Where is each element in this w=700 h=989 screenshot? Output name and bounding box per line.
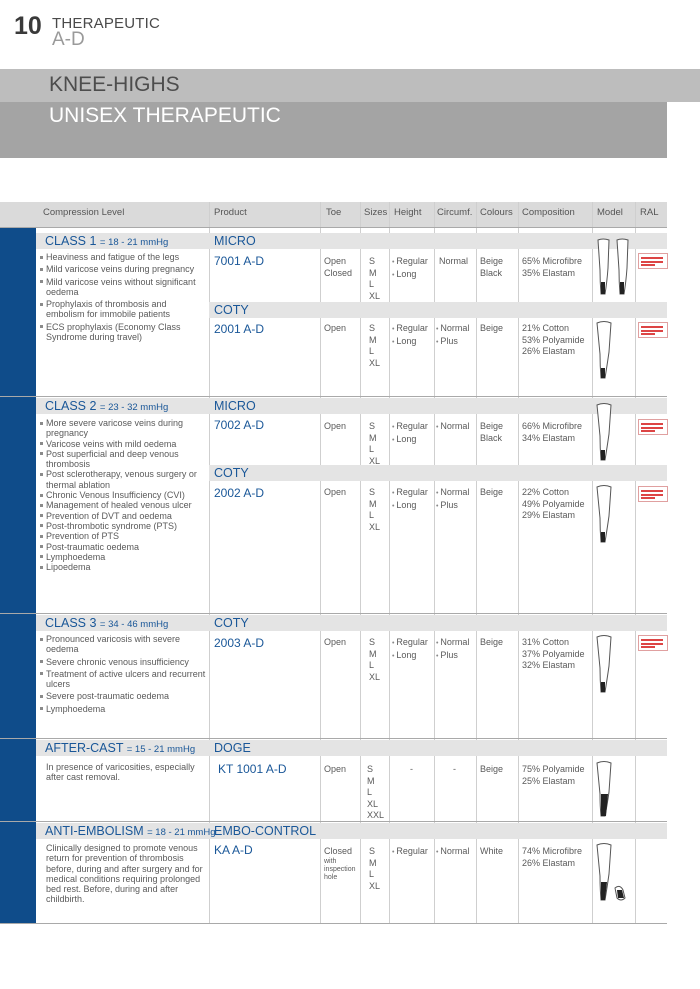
colours-cell: Beige xyxy=(480,637,504,647)
toe-cell: Closed xyxy=(324,846,353,856)
header-sizes: Sizes xyxy=(364,207,388,218)
stocking-silhouette-icon xyxy=(595,634,619,696)
product-code: KA A-D xyxy=(214,843,253,857)
header-height: Height xyxy=(394,207,422,218)
height-cell: • Regular xyxy=(392,846,428,859)
circumf-cell: • Normal • Plus xyxy=(436,323,469,348)
header-circumf: Circumf. xyxy=(437,207,473,218)
row-divider xyxy=(0,227,667,228)
stocking-silhouette-icon xyxy=(595,402,619,464)
height-cell: - xyxy=(410,764,413,774)
composition-cell: 75% Polyamide 25% Elastam xyxy=(522,764,585,786)
composition-cell: 65% Microfibre 35% Elastam xyxy=(522,256,583,278)
list-item: Mild varicose veins during pregnancy xyxy=(40,264,206,274)
height-cell: • Regular • Long xyxy=(392,637,428,662)
section-subtitle: A-D xyxy=(52,29,85,50)
product-code: 2002 A-D xyxy=(214,486,265,500)
colours-cell: Beige Black xyxy=(480,256,504,278)
toe-cell: Open xyxy=(324,487,347,497)
ral-certification-badge-icon xyxy=(638,486,668,502)
antiembolism-description: Clinically designed to promote venous return for prevention of thrombosis before, during and after surgery and for medical conditions requiring prolonged bed rest. Before, during and after childbirth. xyxy=(46,843,203,905)
class-3-title: CLASS 3 = 34 - 46 mmHg xyxy=(45,616,169,630)
class-1-accent-bar xyxy=(0,228,36,396)
list-item: Heaviness and fatigue of the legs xyxy=(40,252,206,262)
class-1-indications xyxy=(40,252,206,344)
list-item: Lipoedema xyxy=(40,562,206,572)
list-item: Prevention of PTS xyxy=(40,531,206,541)
toe-cell: Open xyxy=(324,637,347,647)
antiembolism-accent-bar xyxy=(0,822,36,923)
circumf-cell: - xyxy=(453,764,456,774)
header-composition: Composition xyxy=(522,207,575,218)
list-item: Mild varicose veins without significant oedema xyxy=(40,277,206,298)
height-cell: • Regular • Long xyxy=(392,487,428,512)
circumf-cell: • Normal • Plus xyxy=(436,637,469,662)
list-item: Post sclerotherapy, venous surgery or thermal ablation xyxy=(40,469,206,490)
list-item: Varicose veins with mild oedema xyxy=(40,439,206,449)
class-2-indications xyxy=(40,418,206,572)
stocking-silhouette-icon xyxy=(595,484,619,546)
sizes-cell: S M L XL xyxy=(369,421,381,466)
circumf-cell: • Normal xyxy=(436,421,469,434)
list-item: ECS prophylaxis (Economy Class Syndrome during travel) xyxy=(40,322,206,343)
product-code: 2003 A-D xyxy=(214,636,265,650)
product-line-strip xyxy=(209,302,667,318)
list-item: Management of healed venous ulcer xyxy=(40,500,206,510)
ral-certification-badge-icon xyxy=(638,322,668,338)
page-number: 10 xyxy=(14,12,42,40)
sizes-cell: S M L XL XXL xyxy=(367,764,385,820)
sizes-cell: S M L XL xyxy=(369,487,381,532)
row-divider xyxy=(0,613,667,614)
header-model: Model xyxy=(597,207,623,218)
stocking-silhouette-icon xyxy=(595,320,619,382)
toe-note: with inspection hole xyxy=(324,858,356,881)
section-title: THERAPEUTIC xyxy=(52,15,161,32)
stocking-silhouette-icon xyxy=(595,238,635,298)
class-3-indications xyxy=(40,634,206,716)
composition-cell: 21% Cotton 53% Polyamide 26% Elastam xyxy=(522,323,585,356)
composition-cell: 66% Microfibre 34% Elastam xyxy=(522,421,583,443)
list-item: Severe chronic venous insufficiency xyxy=(40,657,206,667)
row-divider xyxy=(0,396,667,397)
colours-cell: Beige xyxy=(480,487,504,497)
list-item: Chronic Venous Insufficiency (CVI) xyxy=(40,490,206,500)
toe-cell: Open Closed xyxy=(324,256,353,278)
row-divider xyxy=(0,821,667,822)
row-divider xyxy=(0,738,667,739)
product-line-strip xyxy=(209,465,667,481)
product-line: COTY xyxy=(214,466,249,480)
stocking-silhouette-icon xyxy=(595,842,631,904)
list-item: Post-traumatic oedema xyxy=(40,542,206,552)
ral-certification-badge-icon xyxy=(638,419,668,435)
product-code: 7002 A-D xyxy=(214,418,265,432)
sizes-cell: S M L XL xyxy=(369,323,381,368)
product-line: MICRO xyxy=(214,399,256,413)
height-cell: • Regular • Long xyxy=(392,421,428,446)
product-line: COTY xyxy=(214,616,249,630)
product-line: COTY xyxy=(214,303,249,317)
circumf-cell: • Normal • Plus xyxy=(436,487,469,512)
ral-certification-badge-icon xyxy=(638,253,668,269)
sizes-cell: S M L XL xyxy=(369,637,381,682)
colours-cell: White xyxy=(480,846,504,856)
colours-cell: Beige xyxy=(480,764,504,774)
toe-cell: Open xyxy=(324,421,347,431)
class-2-title: CLASS 2 = 23 - 32 mmHg xyxy=(45,399,169,413)
list-item: Lymphoedema xyxy=(40,704,206,714)
header-colours: Colours xyxy=(480,207,513,218)
list-item: More severe varicose veins during pregnancy xyxy=(40,418,206,439)
stocking-silhouette-icon xyxy=(595,760,619,820)
list-item: Prevention of DVT and oedema xyxy=(40,511,206,521)
header-compression: Compression Level xyxy=(43,207,125,218)
composition-cell: 22% Cotton 49% Polyamide 29% Elastam xyxy=(522,487,585,520)
list-item: Post superficial and deep venous thrombosis xyxy=(40,449,206,470)
page-subtitle: UNISEX THERAPEUTIC xyxy=(49,104,281,127)
antiembolism-title: ANTI-EMBOLISM = 18 - 21 mmHg xyxy=(45,824,216,838)
circumf-cell: Normal xyxy=(439,256,469,266)
sizes-cell: S M L XL xyxy=(369,846,381,891)
sizes-cell: S M L XL xyxy=(369,256,381,301)
list-item: Pronounced varicosis with severe oedema xyxy=(40,634,206,655)
class-1-title: CLASS 1 = 18 - 21 mmHg xyxy=(45,234,169,248)
header-product: Product xyxy=(214,207,247,218)
header-toe: Toe xyxy=(326,207,342,218)
list-item: Prophylaxis of thrombosis and embolism for immobile patients xyxy=(40,299,206,320)
circumf-cell: • Normal xyxy=(436,846,469,859)
page-title: KNEE-HIGHS xyxy=(49,73,180,96)
product-line: EMBO-CONTROL xyxy=(214,824,317,838)
product-line: MICRO xyxy=(214,234,256,248)
product-code: 2001 A-D xyxy=(214,322,265,336)
aftercast-title: AFTER-CAST = 15 - 21 mmHg xyxy=(45,741,196,755)
colours-cell: Beige xyxy=(480,323,504,333)
list-item: Severe post-traumatic oedema xyxy=(40,691,206,701)
row-divider xyxy=(0,923,667,924)
class-3-accent-bar xyxy=(0,614,36,738)
composition-cell: 74% Microfibre 26% Elastam xyxy=(522,846,583,868)
header-ral: RAL xyxy=(640,207,659,218)
ral-certification-badge-icon xyxy=(638,635,668,651)
list-item: Post-thrombotic syndrome (PTS) xyxy=(40,521,206,531)
aftercast-description: In presence of varicosities, especially after cast removal. xyxy=(46,762,195,783)
list-item: Treatment of active ulcers and recurrent ulcers xyxy=(40,669,206,690)
aftercast-accent-bar xyxy=(0,739,36,821)
list-item: Lymphoedema xyxy=(40,552,206,562)
composition-cell: 31% Cotton 37% Polyamide 32% Elastam xyxy=(522,637,585,670)
height-cell: • Regular • Long xyxy=(392,256,428,281)
product-line: DOGE xyxy=(214,741,251,755)
colours-cell: Beige Black xyxy=(480,421,504,443)
toe-cell: Open xyxy=(324,323,347,333)
class-2-accent-bar xyxy=(0,397,36,613)
product-code: 7001 A-D xyxy=(214,254,265,268)
height-cell: • Regular • Long xyxy=(392,323,428,348)
product-code: KT 1001 A-D xyxy=(218,762,287,776)
toe-cell: Open xyxy=(324,764,347,774)
